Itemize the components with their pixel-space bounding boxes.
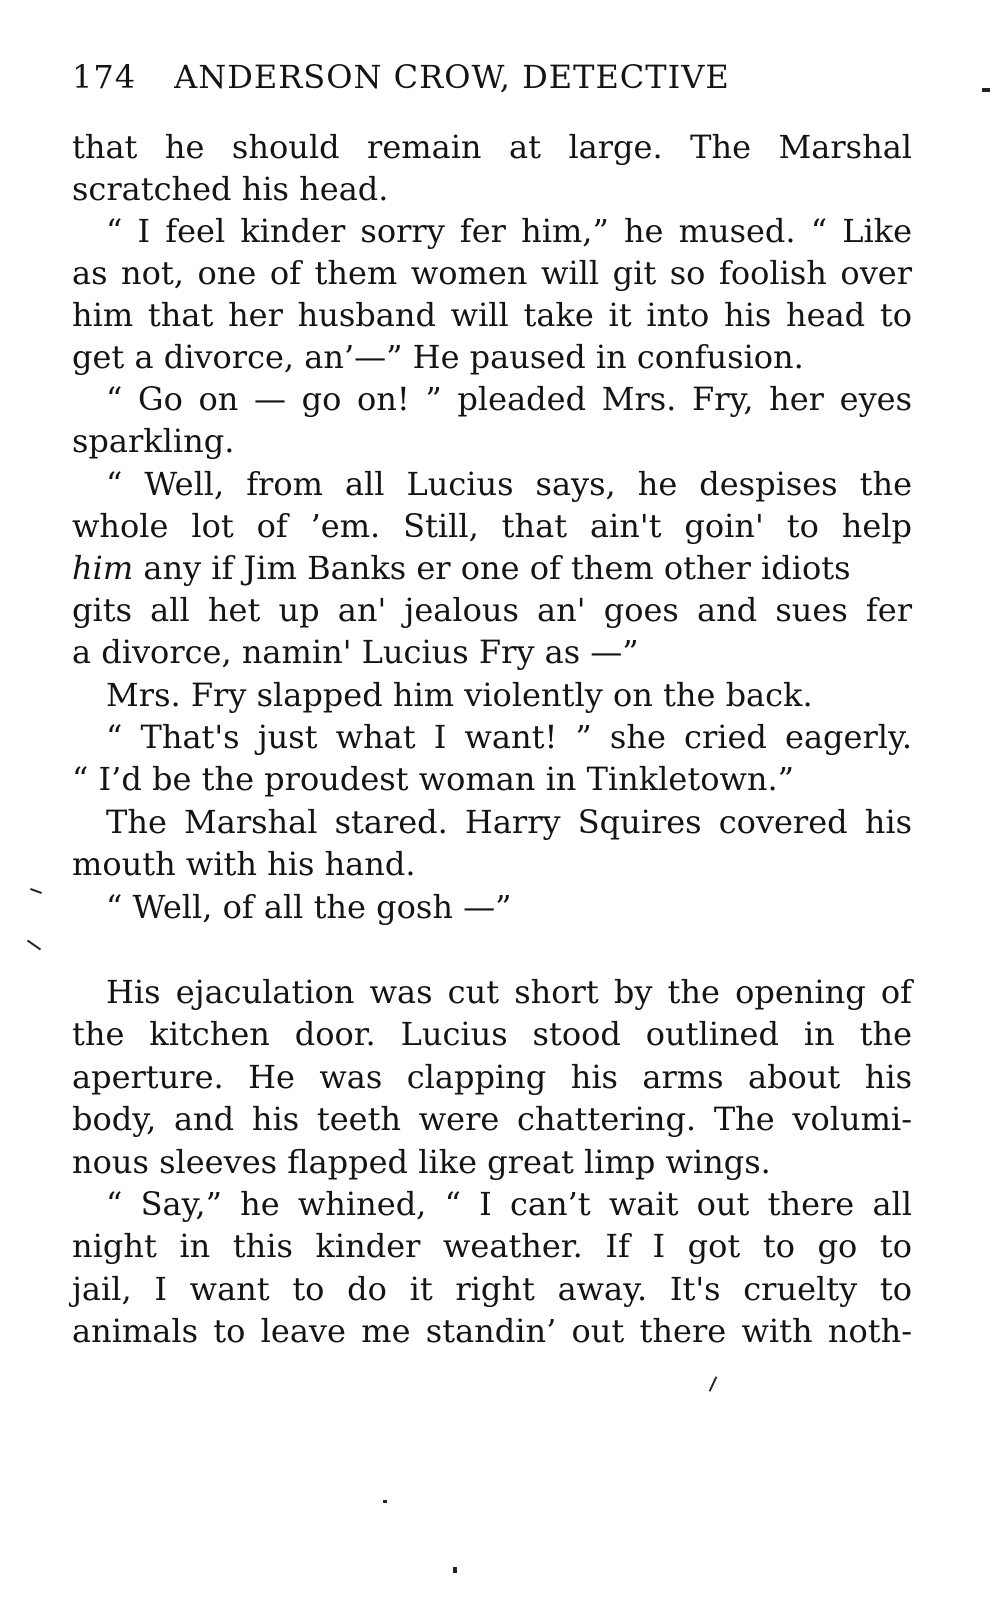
text-line: “ Well, of all the gosh —” — [106, 888, 512, 926]
text-line: “ Go on — go on! ” pleaded Mrs. Fry, her eyes — [106, 380, 912, 418]
text-line: His ejaculation was cut short by the opening of — [106, 973, 912, 1011]
text-line: sparkling. — [72, 422, 235, 460]
text-line: night in this kinder weather. If I got to go to — [72, 1227, 912, 1265]
text-line: The Marshal stared. Harry Squires covered his — [106, 803, 912, 841]
scan-speck — [27, 940, 41, 951]
text-line — [72, 547, 912, 589]
text-line: “ That's just what I want! ” she cried eagerly. — [106, 718, 912, 756]
text-line: nous sleeves flapped like great limp wings. — [72, 1143, 771, 1181]
text-line: him that her husband will take it into his head to — [72, 296, 912, 334]
text-line: “ I feel kinder sorry fer him,” he mused. “ Like — [106, 212, 912, 250]
page-number: 174 — [72, 58, 137, 96]
text-line: jail, I want to do it right away. It's cruelty to — [72, 1270, 912, 1308]
emphasis: him — [72, 549, 134, 587]
text-line: “ Say,” he whined, “ I can’t wait out there all — [106, 1185, 912, 1223]
text-run: any if Jim Banks er one of them other idiots — [133, 549, 851, 587]
text-line: as not, one of them women will git so foolish over — [72, 254, 912, 292]
running-head — [72, 58, 912, 104]
text-line: gits all het up an' jealous an' goes and sues fer — [72, 591, 912, 629]
text-line: body, and his teeth were chattering. The volumi- — [72, 1100, 912, 1138]
text-line: animals to leave me standin’ out there with noth- — [72, 1312, 912, 1350]
text-line: Mrs. Fry slapped him violently on the back. — [106, 676, 813, 714]
scan-speck — [709, 1376, 718, 1391]
text-line: the kitchen door. Lucius stood outlined in the — [72, 1015, 912, 1053]
text-line: “ Well, from all Lucius says, he despises the — [106, 465, 912, 503]
text-line: “ I’d be the proudest woman in Tinkletown.” — [72, 760, 794, 798]
text-line: scratched his head. — [72, 170, 389, 208]
scan-speck — [30, 888, 42, 894]
text-line: aperture. He was clapping his arms about his — [72, 1058, 912, 1096]
scan-speck — [982, 88, 990, 92]
text-line: a divorce, namin' Lucius Fry as —” — [72, 633, 639, 671]
text-line: get a divorce, an’—” He paused in confusion. — [72, 338, 804, 376]
running-title: ANDERSON CROW, DETECTIVE — [174, 58, 730, 96]
text-line: mouth with his hand. — [72, 845, 416, 883]
text-line: that he should remain at large. The Marshal — [72, 128, 912, 166]
scan-speck — [383, 1500, 387, 1503]
text-line: whole lot of ’em. Still, that ain't goin' to help — [72, 507, 912, 545]
scan-speck — [453, 1567, 457, 1573]
